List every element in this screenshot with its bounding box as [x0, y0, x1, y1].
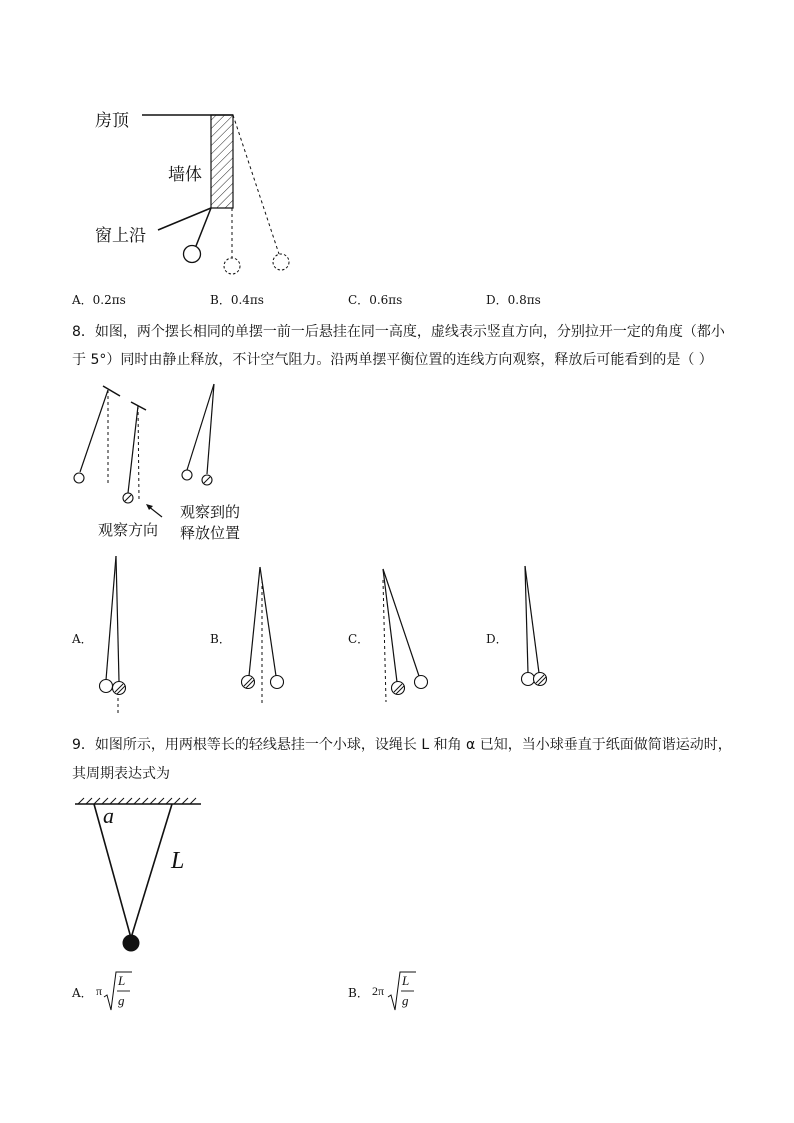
- observe-direction-label: 观察方向: [98, 521, 159, 539]
- roof-label: 房顶: [95, 111, 129, 131]
- q8-option-c[interactable]: C．: [348, 632, 370, 646]
- option-value: 0.6πs: [369, 293, 403, 307]
- formula-coefficient: 2π: [372, 984, 385, 998]
- right-string: [131, 804, 172, 938]
- formula-coefficient: π: [96, 984, 103, 998]
- observed-position-label-1: 观察到的: [180, 503, 241, 521]
- q9-text-line2: 其周期表达式为: [72, 766, 170, 782]
- wall-label: 墙体: [168, 165, 202, 185]
- hanging-ball: [123, 935, 140, 952]
- option-letter: B．: [348, 986, 369, 1000]
- length-label: L: [171, 848, 185, 874]
- option-value: 0.2πs: [92, 293, 126, 307]
- formula-numerator: L: [402, 973, 410, 988]
- ceiling-hatch: [78, 798, 196, 804]
- q8-text-line1: 8．如图，两个摆长相同的单摆一前一后悬挂在同一高度，虚线表示竖直方向，分别拉开一定的角度（都小: [72, 324, 725, 340]
- q8-text-line2: 于 5°）同时由静止释放，不计空气阻力。沿两单摆平衡位置的连线方向观察，释放后可能看到的是（ ）: [72, 352, 713, 368]
- q8-option-d[interactable]: D．: [486, 632, 508, 646]
- option-letter: C．: [348, 293, 370, 307]
- q8-option-a[interactable]: A．: [72, 632, 93, 646]
- formula-denominator: g: [118, 993, 125, 1008]
- option-value: 0.8πs: [507, 293, 541, 307]
- window-edge-label: 窗上沿: [95, 226, 146, 246]
- formula-denominator: g: [402, 993, 409, 1008]
- option-letter: A．: [72, 986, 93, 1000]
- angle-label: a: [103, 803, 114, 828]
- option-letter: D．: [486, 293, 508, 307]
- formula-numerator: L: [118, 973, 126, 988]
- option-value: 0.4πs: [230, 293, 264, 307]
- q9-text-line1: 9．如图所示，用两根等长的轻线悬挂一个小球，设绳长 L 和角 α 已知，当小球垂直于纸面做简谐运动时，: [72, 737, 732, 753]
- option-letter: A．: [72, 293, 93, 307]
- q8-option-b[interactable]: B．: [210, 632, 231, 646]
- option-letter: B．: [210, 293, 231, 307]
- observed-position-label-2: 释放位置: [180, 524, 241, 542]
